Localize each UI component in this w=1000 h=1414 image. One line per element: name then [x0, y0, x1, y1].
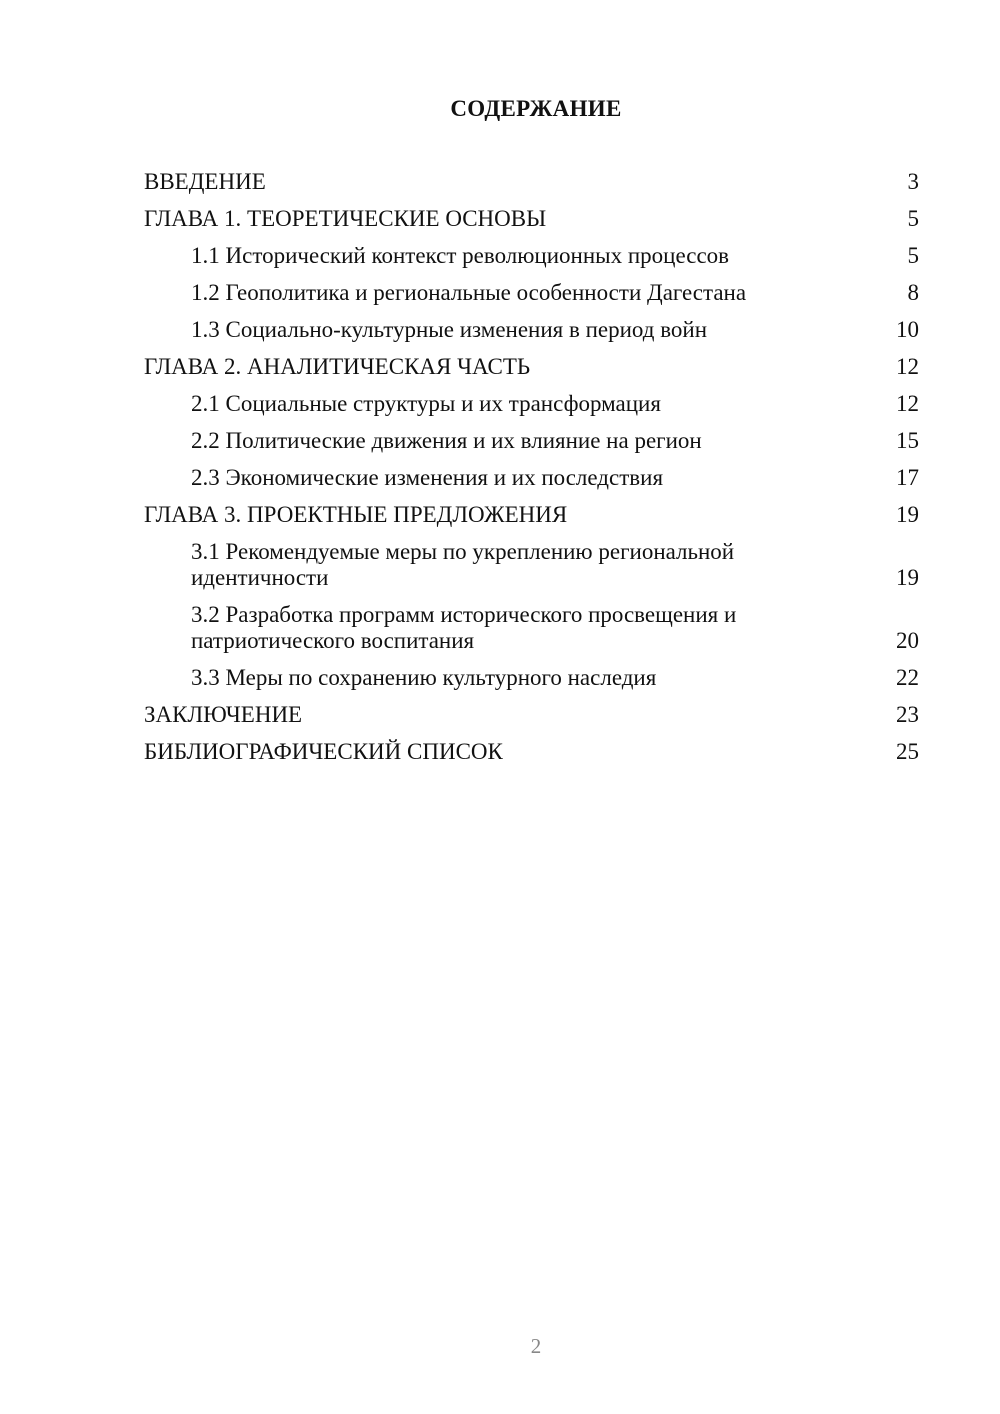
toc-entry-text: 2.1 Социальные структуры и их трансформация — [191, 391, 661, 416]
toc-entry-section-2-1[interactable] — [144, 391, 919, 417]
toc-entry-conclusion[interactable] — [144, 702, 919, 728]
toc-entry-section-2-3[interactable] — [144, 465, 919, 491]
toc-entry-page: 19 — [896, 565, 919, 590]
toc-entry-text: ВВЕДЕНИЕ — [144, 169, 266, 194]
toc-entry-page: 15 — [896, 428, 919, 453]
toc-entry-text: 1.2 Геополитика и региональные особенности Дагестана — [191, 280, 747, 305]
toc-entry-page: 5 — [907, 243, 919, 268]
toc-entry-text: 3.3 Меры по сохранению культурного наследия — [191, 665, 657, 690]
toc-entry-section-2-2[interactable] — [144, 428, 919, 454]
toc-entry-page: 5 — [907, 206, 919, 231]
toc-entry-text: ГЛАВА 2. АНАЛИТИЧЕСКАЯ ЧАСТЬ — [144, 354, 531, 379]
toc-entry-text: 3.1 Рекомендуемые меры по укреплению региональной идентичности — [191, 539, 735, 590]
toc-entry-section-1-1[interactable] — [144, 243, 919, 269]
toc-entry-page: 20 — [896, 628, 919, 653]
toc-entry-section-1-3[interactable] — [144, 317, 919, 343]
toc-entry-section-3-1[interactable] — [144, 539, 919, 591]
toc-entry-chapter-1[interactable] — [144, 206, 919, 232]
page-number: 2 — [530, 1334, 542, 1358]
toc-title: СОДЕРЖАНИЕ — [450, 96, 622, 121]
table-of-contents — [144, 169, 919, 776]
toc-entry-text: ЗАКЛЮЧЕНИЕ — [144, 702, 303, 727]
toc-entry-page: 17 — [896, 465, 919, 490]
toc-entry-section-3-2[interactable] — [144, 602, 919, 654]
toc-entry-chapter-3[interactable] — [144, 502, 919, 528]
toc-entry-text: 1.1 Исторический контекст революционных процессов — [191, 243, 730, 268]
toc-entry-page: 12 — [896, 391, 919, 416]
toc-entry-page: 10 — [896, 317, 919, 342]
toc-entry-page: 23 — [896, 702, 919, 727]
toc-entry-page: 8 — [907, 280, 919, 305]
toc-entry-text: 3.2 Разработка программ исторического просвещения и патриотического воспитания — [191, 602, 737, 653]
toc-entry-text: 2.3 Экономические изменения и их последствия — [191, 465, 664, 490]
toc-entry-chapter-2[interactable] — [144, 354, 919, 380]
toc-entry-text: БИБЛИОГРАФИЧЕСКИЙ СПИСОК — [144, 739, 503, 764]
toc-entry-page: 19 — [896, 502, 919, 527]
toc-entry-page: 3 — [907, 169, 919, 194]
toc-entry-section-1-2[interactable] — [144, 280, 919, 306]
toc-entry-page: 12 — [896, 354, 919, 379]
toc-entry-text: 2.2 Политические движения и их влияние на регион — [191, 428, 702, 453]
toc-entry-section-3-3[interactable] — [144, 665, 919, 691]
toc-entry-text: 1.3 Социально-культурные изменения в период войн — [191, 317, 708, 342]
toc-entry-text: ГЛАВА 3. ПРОЕКТНЫЕ ПРЕДЛОЖЕНИЯ — [144, 502, 568, 527]
toc-entry-bibliography[interactable] — [144, 739, 919, 765]
toc-entry-page: 22 — [896, 665, 919, 690]
toc-entry-page: 25 — [896, 739, 919, 764]
toc-entry-introduction[interactable] — [144, 169, 919, 195]
toc-entry-text: ГЛАВА 1. ТЕОРЕТИЧЕСКИЕ ОСНОВЫ — [144, 206, 547, 231]
